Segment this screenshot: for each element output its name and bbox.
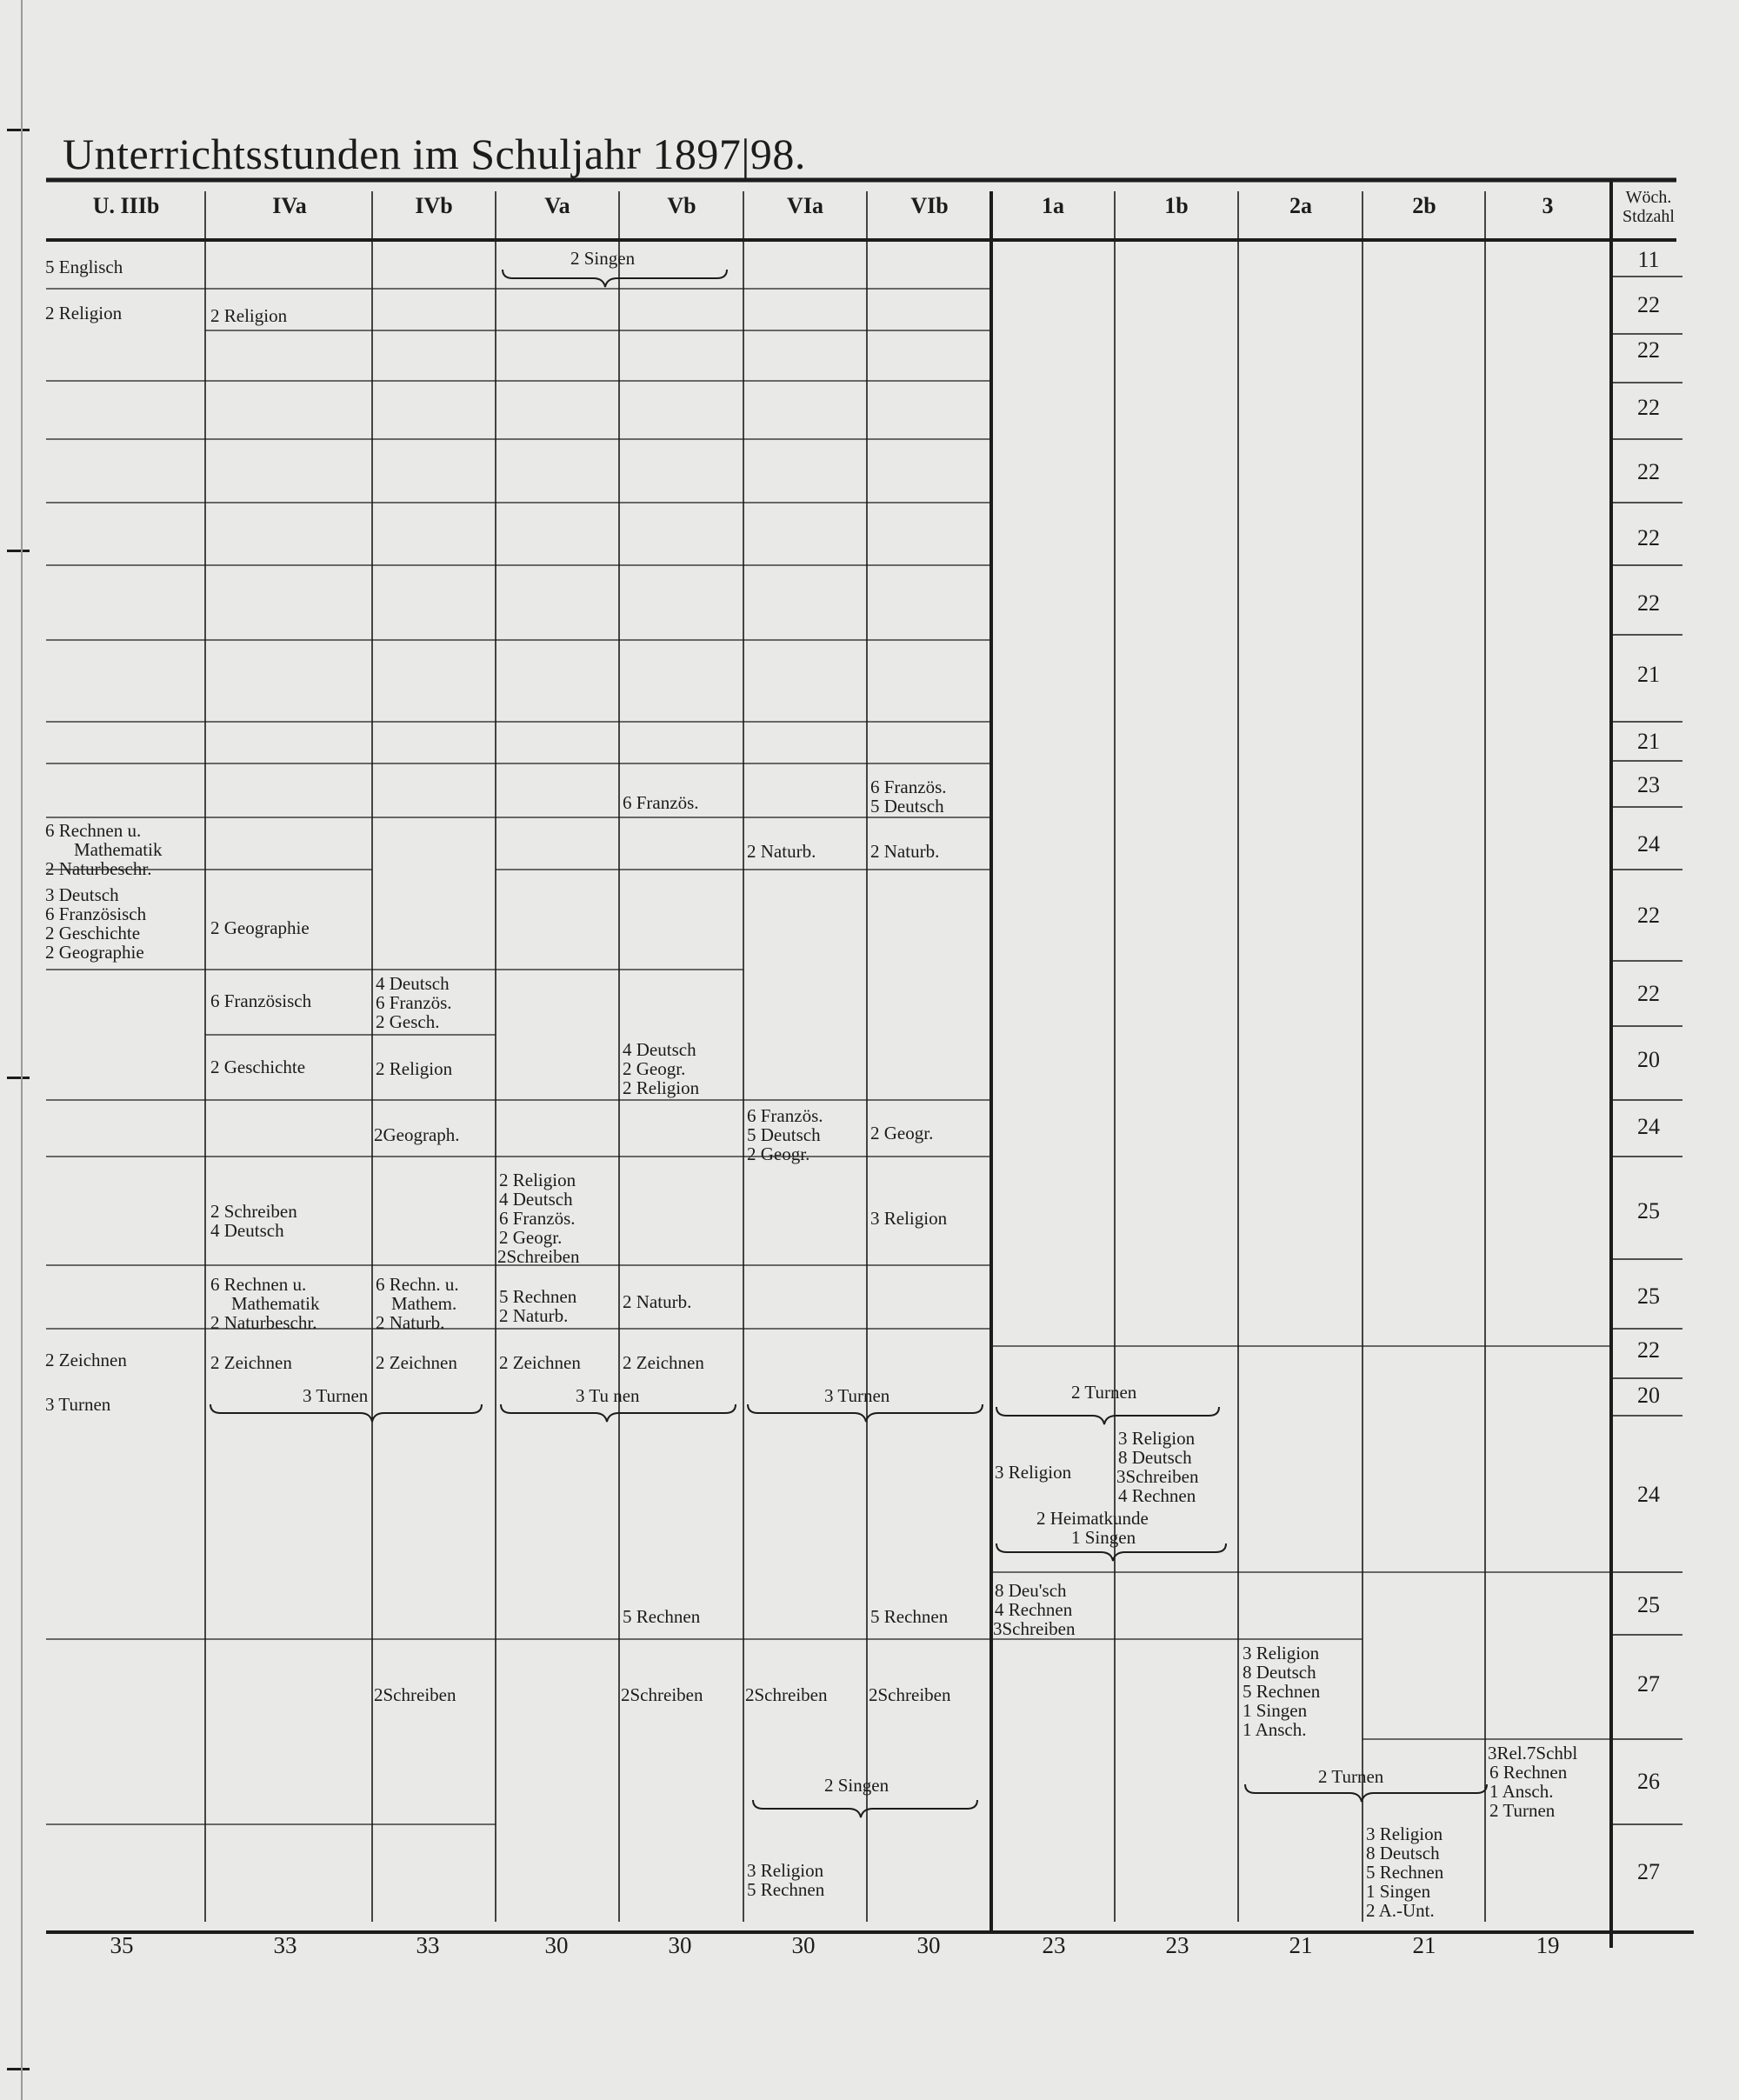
- lesson-entry: 2 Geographie: [210, 917, 310, 938]
- lesson-entry: 2 Naturb.: [499, 1305, 569, 1326]
- lesson-entry: 3 Religion: [1366, 1823, 1443, 1844]
- column-total: 33: [273, 1932, 297, 1958]
- weekly-total: 22: [1637, 525, 1660, 550]
- lesson-entry: 4 Deutsch: [210, 1220, 284, 1241]
- lesson-entry: 2Schreiben: [745, 1684, 828, 1705]
- column-header: Va: [544, 193, 570, 218]
- lesson-entry: 3Rel.7Schbl: [1488, 1743, 1578, 1763]
- lesson-entry: 8 Deu'sch: [995, 1580, 1067, 1601]
- shared-lesson-label: 2 Turnen: [1318, 1766, 1384, 1787]
- lesson-entry: 2 Zeichnen: [45, 1350, 127, 1370]
- weekly-total: 25: [1637, 1283, 1660, 1309]
- lesson-entry: 3 Religion: [1243, 1643, 1320, 1663]
- lesson-entry: 6 Französ.: [623, 792, 699, 813]
- column-total: 23: [1042, 1932, 1066, 1958]
- weekly-total: 20: [1637, 1047, 1660, 1072]
- column-total: 21: [1289, 1932, 1313, 1958]
- lesson-entry: 2 Geogr.: [747, 1143, 810, 1164]
- lesson-entry: Mathematik: [74, 839, 163, 860]
- column-total: 19: [1536, 1932, 1560, 1958]
- weekly-total: 22: [1637, 903, 1660, 928]
- lesson-entry: 2 Schreiben: [210, 1201, 297, 1222]
- lesson-entry: 3Schreiben: [993, 1618, 1076, 1639]
- margin-mark: [7, 550, 30, 552]
- lesson-entry: 3Schreiben: [1116, 1466, 1199, 1487]
- lesson-entry: 2 Naturb.: [376, 1312, 445, 1333]
- column-header: 2a: [1289, 193, 1312, 218]
- lesson-entry: 2 Zeichnen: [376, 1352, 457, 1373]
- lesson-entry: 5 Rechnen: [747, 1879, 825, 1900]
- lesson-entry: 2 Naturbeschr.: [45, 858, 152, 879]
- column-header: VIa: [787, 193, 823, 218]
- lesson-entry: 3 Religion: [747, 1860, 824, 1881]
- weekly-total: 22: [1637, 590, 1660, 616]
- lesson-entry: 2 Zeichnen: [499, 1352, 581, 1373]
- lesson-entry: 1 Ansch.: [1489, 1781, 1554, 1802]
- column-header: 1a: [1042, 193, 1064, 218]
- lesson-entry: 2 Gesch.: [376, 1011, 440, 1032]
- lesson-entry: 5 Rechnen: [1366, 1862, 1444, 1883]
- lesson-entry: 3 Religion: [1118, 1428, 1196, 1449]
- column-header: 2b: [1412, 193, 1436, 218]
- page-title: Unterrichtsstunden im Schuljahr 1897|98.: [63, 130, 806, 178]
- weekly-total: 22: [1637, 337, 1660, 363]
- lesson-entry: 2 Naturb.: [747, 841, 816, 862]
- lesson-entry: 8 Deutsch: [1243, 1662, 1316, 1683]
- column-header: 3: [1542, 193, 1554, 218]
- lesson-entry: 2 Geschichte: [45, 923, 141, 943]
- column-total: 23: [1165, 1932, 1189, 1958]
- shared-lesson-label: 2 Turnen: [1071, 1382, 1137, 1403]
- lesson-entry: 5 Rechnen: [1243, 1681, 1321, 1702]
- lesson-entry: 6 Rechnen u.: [45, 820, 142, 841]
- lesson-entry: 2Schreiben: [374, 1684, 456, 1705]
- lesson-entry: 8 Deutsch: [1118, 1447, 1192, 1468]
- lesson-entry: 5 Rechnen: [499, 1286, 577, 1307]
- column-total: 30: [668, 1932, 692, 1958]
- lesson-entry: 1 Singen: [1366, 1881, 1431, 1902]
- lesson-entry: 2 Religion: [623, 1077, 700, 1098]
- lesson-entry: 4 Rechnen: [1118, 1485, 1196, 1506]
- weekly-total: 27: [1637, 1859, 1660, 1884]
- lesson-entry: 2Schreiben: [621, 1684, 703, 1705]
- lesson-entry: 5 Englisch: [45, 257, 123, 277]
- lesson-entry: 6 Französ.: [376, 992, 452, 1013]
- column-total: 35: [110, 1932, 134, 1958]
- lesson-entry: 4 Rechnen: [995, 1599, 1073, 1620]
- lesson-entry: 2 Naturb.: [870, 841, 940, 862]
- lesson-entry: 6 Rechnen: [1489, 1762, 1568, 1783]
- weekly-header-2: Stdzahl: [1622, 207, 1675, 226]
- margin-mark: [7, 2068, 30, 2070]
- lesson-entry: 2 Naturb.: [623, 1291, 692, 1312]
- lesson-entry: 2 Geographie: [45, 942, 144, 963]
- weekly-total: 21: [1637, 729, 1660, 754]
- shared-lesson-label: 3 Turnen: [303, 1385, 369, 1406]
- weekly-total: 11: [1637, 247, 1660, 272]
- lesson-entry: 2Geograph.: [374, 1124, 460, 1145]
- shared-lesson-label: 2 Heimatkunde: [1036, 1508, 1149, 1529]
- lesson-entry: 2 Religion: [376, 1058, 453, 1079]
- lesson-entry: 2Schreiben: [869, 1684, 951, 1705]
- lesson-entry: 3 Religion: [995, 1462, 1072, 1483]
- lesson-entry: 2Schreiben: [497, 1246, 580, 1267]
- shared-lesson-label: 2 Singen: [824, 1775, 889, 1796]
- lesson-entry: 6 Rechn. u.: [376, 1274, 459, 1295]
- lesson-entry: 6 Französ.: [747, 1105, 823, 1126]
- lesson-entry: 3 Religion: [870, 1208, 948, 1229]
- lesson-entry: 1 Ansch.: [1243, 1719, 1307, 1740]
- weekly-total: 20: [1637, 1383, 1660, 1408]
- weekly-total: 23: [1637, 772, 1660, 797]
- column-total: 21: [1412, 1932, 1436, 1958]
- lesson-entry: 3 Deutsch: [45, 884, 119, 905]
- lesson-entry: 3 Turnen: [45, 1394, 111, 1415]
- column-total: 30: [544, 1932, 569, 1958]
- lesson-entry: 2 Zeichnen: [210, 1352, 292, 1373]
- column-header: U. IIIb: [92, 193, 160, 218]
- shared-lesson-label: 3 Turnen: [824, 1385, 890, 1406]
- lesson-entry: 2 A.-Unt.: [1366, 1900, 1435, 1921]
- lesson-entry: Mathematik: [231, 1293, 320, 1314]
- weekly-total: 24: [1637, 831, 1660, 857]
- margin-mark: [7, 1077, 30, 1079]
- lesson-entry: 6 Französ.: [499, 1208, 576, 1229]
- lesson-entry: 2 Turnen: [1489, 1800, 1556, 1821]
- lesson-entry: 5 Rechnen: [623, 1606, 701, 1627]
- lesson-entry: 1 Singen: [1243, 1700, 1308, 1721]
- column-header: VIb: [910, 193, 949, 218]
- lesson-entry: 2 Religion: [210, 305, 288, 326]
- lesson-entry: 6 Französisch: [45, 903, 147, 924]
- lesson-entry: 2 Religion: [499, 1170, 576, 1190]
- weekly-total: 22: [1637, 459, 1660, 484]
- lesson-entry: 2 Geschichte: [210, 1057, 306, 1077]
- lesson-entry: 4 Deutsch: [376, 973, 450, 994]
- lesson-entry: 5 Deutsch: [870, 796, 944, 817]
- shared-lesson-label: 3 Tu nen: [576, 1385, 640, 1406]
- lesson-entry: 2 Geogr.: [870, 1123, 934, 1143]
- lesson-entry: Mathem.: [391, 1293, 457, 1314]
- weekly-total: 22: [1637, 292, 1660, 317]
- lesson-entry: 4 Deutsch: [623, 1039, 696, 1060]
- weekly-total: 27: [1637, 1671, 1660, 1697]
- weekly-total: 22: [1637, 395, 1660, 420]
- weekly-total: 25: [1637, 1198, 1660, 1223]
- weekly-header-1: Wöch.: [1625, 188, 1672, 207]
- lesson-entry: 6 Rechnen u.: [210, 1274, 307, 1295]
- margin-rule: [21, 0, 23, 2100]
- margin-mark: [7, 129, 30, 131]
- column-header: IVb: [415, 193, 453, 218]
- shared-lesson-label: 1 Singen: [1071, 1527, 1136, 1548]
- weekly-total: 26: [1637, 1769, 1660, 1794]
- column-total: 33: [416, 1932, 440, 1958]
- lesson-entry: 6 Französ.: [870, 777, 947, 797]
- lesson-entry: 2 Naturbeschr.: [210, 1312, 317, 1333]
- lesson-entry: 6 Französisch: [210, 990, 312, 1011]
- column-total: 30: [791, 1932, 816, 1958]
- lesson-entry: 2 Religion: [45, 303, 123, 323]
- shared-lesson-label: 2 Singen: [570, 248, 636, 269]
- column-header: 1b: [1164, 193, 1189, 218]
- weekly-total: 25: [1637, 1592, 1660, 1617]
- lesson-entry: 2 Geogr.: [499, 1227, 563, 1248]
- lesson-entry: 8 Deutsch: [1366, 1843, 1440, 1863]
- weekly-total: 22: [1637, 1337, 1660, 1363]
- weekly-total: 22: [1637, 981, 1660, 1006]
- column-header: IVa: [272, 193, 307, 218]
- weekly-total: 24: [1637, 1482, 1660, 1507]
- column-total: 30: [916, 1932, 941, 1958]
- lesson-entry: 5 Deutsch: [747, 1124, 821, 1145]
- column-header: Vb: [667, 193, 696, 218]
- lesson-entry: 2 Zeichnen: [623, 1352, 704, 1373]
- lesson-entry: 2 Geogr.: [623, 1058, 686, 1079]
- lesson-entry: 4 Deutsch: [499, 1189, 573, 1210]
- lesson-entry: 5 Rechnen: [870, 1606, 949, 1627]
- weekly-total: 21: [1637, 662, 1660, 687]
- weekly-total: 24: [1637, 1114, 1660, 1139]
